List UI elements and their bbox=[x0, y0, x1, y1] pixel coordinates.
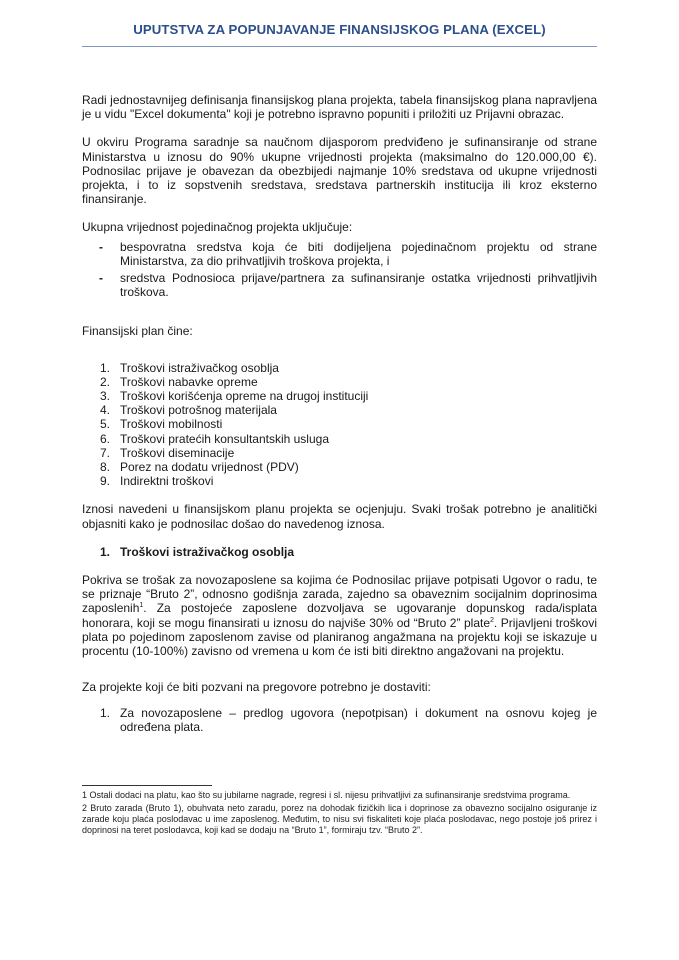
item-text: Troškovi nabavke opreme bbox=[120, 374, 258, 389]
footnote-ref[interactable]: 1 bbox=[139, 602, 144, 610]
footnote-number: 2 bbox=[82, 803, 88, 813]
footnote-text: Bruto zarada (Bruto 1), obuhvata neto zaradu, porez na dohodak fizičkih lica i doprinose za obavezno socijalno osiguranje iz zarade koju plaća poslodavac u ime zaposlenog. Međutim, to nisu svi fiskaliteti koje plaća poslodavac, nego postoje još prirez i doprinosi na teret poslodavca, koji kad se dodaju na “Bruto 1”, formiraju tzv. “Bruto 2”. bbox=[82, 803, 597, 835]
item-text: Troškovi potrošnog materijala bbox=[120, 403, 277, 418]
negotiation-paragraph: Za projekte koji će biti pozvani na pregovore potrebno je dostaviti: bbox=[82, 680, 431, 695]
list-item bbox=[82, 271, 597, 299]
total-value-intro: Ukupna vrijednost pojedinačnog projekta uključuje: bbox=[82, 220, 353, 235]
item-text: Za novozaposlene – predlog ugovora (nepotpisan) i dokument na osnovu kojeg je određena plata. bbox=[120, 705, 597, 734]
list-item bbox=[82, 375, 597, 389]
plan-intro: Finansijski plan čine: bbox=[82, 324, 193, 339]
estimates-paragraph: Iznosi navedeni u finansijskom planu projekta se ocjenjuju. Svaki trošak potrebno je analitički objasniti kako je podnosilac došao do navedenog iznosa. bbox=[82, 502, 597, 531]
bullet-dash: - bbox=[99, 271, 103, 286]
deliverables-list bbox=[82, 706, 597, 734]
footnotes bbox=[82, 790, 597, 838]
item-number: 5. bbox=[100, 417, 111, 432]
list-item bbox=[82, 417, 597, 431]
item-text: Troškovi diseminacije bbox=[120, 445, 235, 460]
item-number: 1. bbox=[100, 360, 111, 375]
list-item bbox=[82, 460, 597, 474]
item-text: Porez na dodatu vrijednost (PDV) bbox=[120, 460, 299, 475]
section-title: Troškovi istraživačkog osoblja bbox=[120, 544, 295, 559]
list-item bbox=[82, 474, 597, 488]
list-item bbox=[82, 706, 597, 734]
intro-paragraph: Radi jednostavnijeg definisanja finansijskog plana projekta, tabela finansijskog plana napravljena je u vidu "Excel dokumenta" koji je potrebno ispravno popuniti i priložiti uz Prijavni obrazac. bbox=[82, 93, 597, 122]
paragraph-part: Pokriva se trošak za novozaposlene sa kojima će Podnosilac prijave potpisati Ugovor o radu, te se priznaje “Bruto 2”, odnosno godišnja zarada, zajedno sa obaveznim socijalnim doprinosima zaposlenih bbox=[82, 573, 597, 616]
document-body bbox=[82, 93, 597, 734]
bullet-text: bespovratna sredstva koja će biti dodijeljena pojedinačnom projektu od strane Ministarstva, za dio prihvatljivih troškova projekta, i bbox=[120, 239, 597, 268]
title-divider bbox=[82, 46, 597, 47]
item-text: Troškovi istraživačkog osoblja bbox=[120, 360, 279, 375]
item-number: 1. bbox=[100, 705, 111, 720]
footnote bbox=[82, 790, 597, 801]
item-text: Troškovi pratećih konsultantskih usluga bbox=[120, 431, 329, 446]
item-number: 2. bbox=[100, 374, 111, 389]
item-number: 3. bbox=[100, 389, 111, 404]
list-item bbox=[82, 361, 597, 375]
bullet-dash: - bbox=[99, 239, 103, 254]
footnote-divider bbox=[82, 785, 212, 786]
item-number: 7. bbox=[100, 445, 111, 460]
list-item bbox=[82, 389, 597, 403]
item-number: 4. bbox=[100, 403, 111, 418]
footnote-number: 1 bbox=[82, 790, 88, 800]
list-item bbox=[82, 403, 597, 417]
item-number: 8. bbox=[100, 460, 111, 475]
item-text: Troškovi korišćenja opreme na drugoj instituciji bbox=[120, 389, 369, 404]
research-costs-paragraph bbox=[82, 573, 597, 658]
list-item bbox=[82, 432, 597, 446]
footnote bbox=[82, 803, 597, 836]
paragraph-part: . Za postojeće zaposlene dozvoljava se ugovaranje dopunskog rada/isplata honorara, koji se mogu finansirati u iznosu do najviše 30% od “Bruto 2” plate bbox=[82, 601, 597, 630]
section-number: 1. bbox=[100, 544, 111, 559]
item-number: 6. bbox=[100, 431, 111, 446]
item-number: 9. bbox=[100, 474, 111, 489]
list-item bbox=[82, 446, 597, 460]
item-text: Troškovi mobilnosti bbox=[120, 417, 223, 432]
plan-items-list bbox=[82, 361, 597, 489]
item-text: Indirektni troškovi bbox=[120, 474, 214, 489]
bullet-text: sredstva Podnosioca prijave/partnera za sufinansiranje ostatka vrijednosti prihvatljivih troškova. bbox=[120, 271, 597, 300]
footnote-ref[interactable]: 2 bbox=[490, 616, 494, 624]
footnote-text: Ostali dodaci na platu, kao što su jubilarne nagrade, regresi i sl. nijesu prihvatljivi za sufinansiranje sredstvima programa. bbox=[89, 790, 571, 800]
paragraph-part: . Prijavljeni troškovi plata po pojedinom zaposlenom zavise od planiranog angažmana na projektu koji se iskazuje u procentu (10-100%) zavisno od vremena u kom će isti biti direktno angažovani na projektu. bbox=[82, 615, 597, 659]
list-item bbox=[82, 240, 597, 268]
section-heading bbox=[82, 545, 597, 559]
page-title: UPUTSTVA ZA POPUNJAVANJE FINANSIJSKOG PLANA (EXCEL) bbox=[133, 22, 546, 37]
total-value-list bbox=[82, 240, 597, 300]
funding-paragraph: U okviru Programa saradnje sa naučnom dijasporom predviđeno je sufinansiranje od strane Ministarstva u iznosu do 90% ukupne vrijednosti projekta (maksimalno do 120.000,00 €). Podnosilac prijave je obavezan da obezbijedi najmanje 10% sredstava od ukupne vrijednosti projekta, i to iz sopstvenih sredstava, sredstava partnerskih institucija ili kroz eksterno finansiranje. bbox=[82, 135, 597, 207]
